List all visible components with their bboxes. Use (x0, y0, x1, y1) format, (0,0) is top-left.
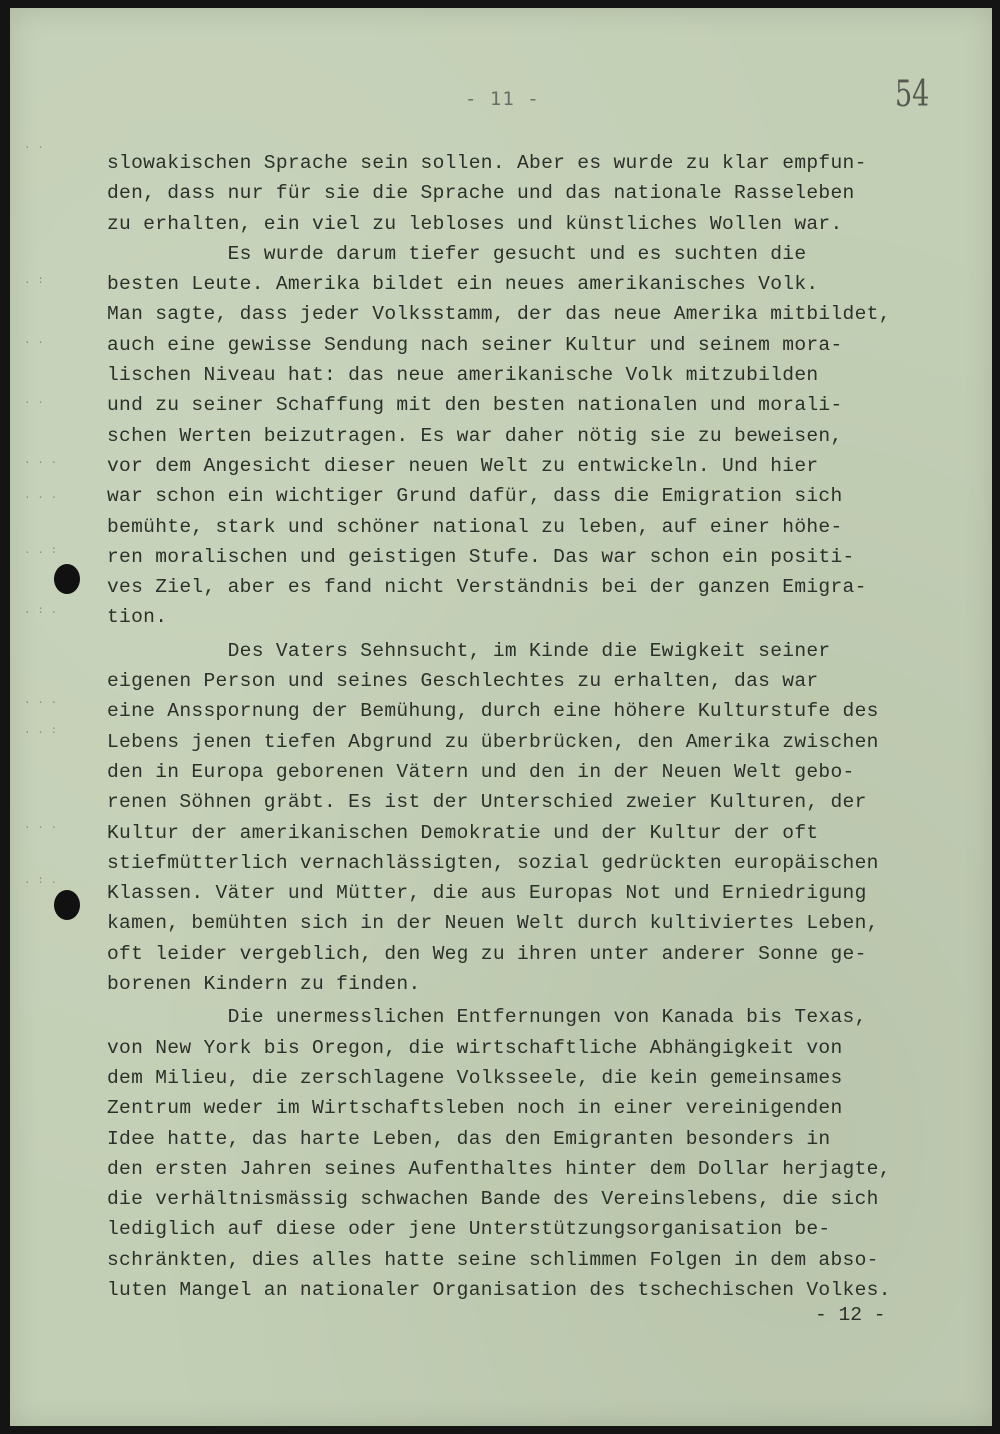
text-line: Klassen. Väter und Mütter, die aus Europas Not und Erniedrigung (107, 882, 867, 905)
text-line: tion. (107, 606, 168, 629)
text-line: zu erhalten, ein viel zu lebloses und künstliches Wollen war. (107, 212, 843, 235)
next-page-marker: - 12 - (815, 1304, 886, 1326)
text-line: Des Vaters Sehnsucht, im Kinde die Ewigkeit seiner (107, 639, 831, 662)
text-line: Idee hatte, das harte Leben, das den Emigranten besonders in (107, 1127, 831, 1150)
text-line: Man sagte, dass jeder Volksstamm, der das neue Amerika mitbildet, (107, 303, 891, 326)
text-line: ren moralischen und geistigen Stufe. Das war schon ein positi- (107, 545, 855, 568)
text-line: und zu seiner Schaffung mit den besten nationalen und morali- (107, 394, 843, 417)
text-line: schränkten, dies alles hatte seine schlimmen Folgen in dem abso- (107, 1248, 879, 1271)
text-line: eigenen Person und seines Geschlechtes zu erhalten, das war (107, 670, 819, 693)
text-line: war schon ein wichtiger Grund dafür, dass die Emigration sich (107, 485, 843, 508)
text-line: slowakischen Sprache sein sollen. Aber es wurde zu klar empfun- (107, 152, 867, 174)
text-line: eine Ansspornung der Bemühung, durch eine höhere Kulturstufe des (107, 700, 879, 723)
text-line: Es wurde darum tiefer gesucht und es suchten die (107, 242, 807, 265)
text-line: borenen Kindern zu finden. (107, 973, 421, 996)
text-line: lischen Niveau hat: das neue amerikanische Volk mitzubilden (107, 364, 819, 387)
text-line: den, dass nur für sie die Sprache und das nationale Rasseleben (107, 182, 855, 205)
text-line: von New York bis Oregon, die wirtschaftliche Abhängigkeit von (107, 1036, 843, 1059)
text-line: renen Söhnen gräbt. Es ist der Unterschied zweier Kulturen, der (107, 791, 867, 814)
text-line: Lebens jenen tiefen Abgrund zu überbrücken, den Amerika zwischen (107, 730, 879, 753)
body-text (107, 148, 907, 1305)
text-line: den ersten Jahren seines Aufenthaltes hinter dem Dollar herjagte, (107, 1157, 891, 1180)
archive-stamp-number: 54 (895, 74, 930, 115)
text-line: den in Europa geborenen Vätern und den in der Neuen Welt gebo- (107, 760, 855, 783)
text-line: Die unermesslichen Entfernungen von Kanada bis Texas, (107, 1006, 867, 1029)
text-line: vor dem Angesicht dieser neuen Welt zu entwickeln. Und hier (107, 454, 819, 477)
text-line: besten Leute. Amerika bildet ein neues amerikanisches Volk. (107, 273, 819, 296)
document-page (10, 8, 992, 1426)
text-line: schen Werten beizutragen. Es war daher nötig sie zu beweisen, (107, 424, 843, 447)
text-line: lediglich auf diese oder jene Unterstützungsorganisation be- (107, 1218, 831, 1241)
text-line: Zentrum weder im Wirtschaftsleben noch in einer vereinigenden (107, 1097, 843, 1120)
margin-bleedthrough: . . . : . . . . . . . . . . . . : . : . . . . . . : . . . . : . (24, 138, 58, 886)
text-line: auch eine gewisse Sendung nach seiner Kultur und seinem mora- (107, 333, 843, 356)
page-number-header: - 11 - (465, 88, 540, 110)
text-line: die verhältnismässig schwachen Bande des Vereinslebens, die sich (107, 1188, 879, 1211)
text-line: stiefmütterlich vernachlässigten, sozial gedrückten europäischen (107, 851, 879, 874)
text-line: oft leider vergeblich, den Weg zu ihren unter anderer Sonne ge- (107, 942, 867, 965)
text-line: luten Mangel an nationaler Organisation des tschechischen Volkes. (107, 1278, 891, 1301)
text-line: dem Milieu, die zerschlagene Volksseele, die kein gemeinsames (107, 1066, 843, 1089)
text-line: kamen, bemühten sich in der Neuen Welt durch kultiviertes Leben, (107, 912, 879, 935)
text-line: Kultur der amerikanischen Demokratie und der Kultur der oft (107, 821, 819, 844)
text-line: bemühte, stark und schöner national zu leben, auf einer höhe- (107, 515, 843, 538)
text-line: ves Ziel, aber es fand nicht Verständnis bei der ganzen Emigra- (107, 576, 867, 599)
